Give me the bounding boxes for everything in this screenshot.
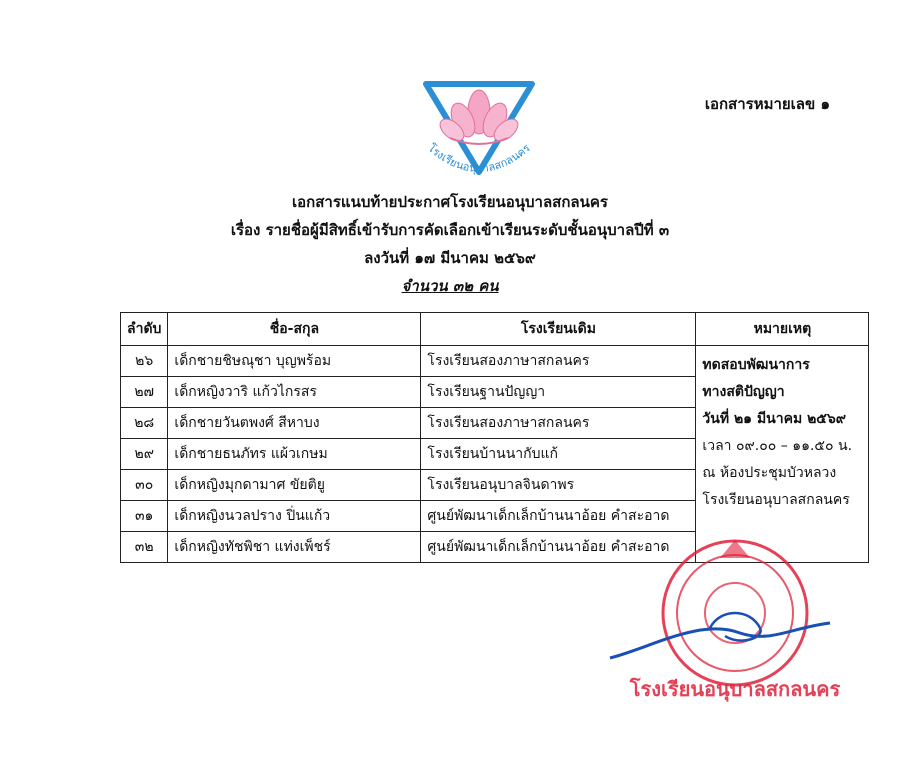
remark-line: เวลา ๐๙.๐๐ – ๑๑.๕๐ น.: [702, 438, 853, 454]
row-name: เด็กหญิงมุกดามาศ ขัยติยู: [168, 470, 421, 501]
row-num: ๒๖: [121, 346, 168, 377]
header-count: จำนวน ๓๒ คน: [401, 277, 499, 295]
document-number: เอกสารหมายเลข ๑: [704, 95, 830, 113]
remark-line: โรงเรียนอนุบาลสกลนคร: [702, 492, 850, 508]
remark-line: ณ ห้องประชุมบัวหลวง: [702, 465, 837, 481]
row-num: ๒๗: [121, 377, 168, 408]
row-name: เด็กหญิงทัชพิชา แท่งเพ็ชร์: [168, 532, 421, 563]
column-header-num: ลำดับ: [121, 313, 168, 346]
row-num: ๓๐: [121, 470, 168, 501]
row-school: ศูนย์พัฒนาเด็กเล็กบ้านนาอ้อย คำสะอาด: [421, 532, 696, 563]
row-school: โรงเรียนฐานปัญญา: [421, 377, 696, 408]
row-num: ๓๒: [121, 532, 168, 563]
column-header-school: โรงเรียนเดิม: [421, 313, 696, 346]
row-num: ๒๙: [121, 439, 168, 470]
lotus-triangle-logo-icon: [420, 76, 538, 184]
school-seal-stamp-icon: [590, 528, 850, 708]
logo-text: โรงเรียนอนุบาลสกลนคร: [425, 141, 533, 176]
row-num: ๒๘: [121, 408, 168, 439]
row-name: เด็กหญิงนวลปราง ปิ่นแก้ว: [168, 501, 421, 532]
table-header-row: [121, 313, 869, 346]
header-subject: เรื่อง รายชื่อผู้มีสิทธิ์เข้ารับการคัดเลือกเข้าเรียนระดับชั้นอนุบาลปีที่ ๓: [230, 221, 670, 239]
document-header: [0, 188, 900, 300]
row-school: ศูนย์พัฒนาเด็กเล็กบ้านนาอ้อย คำสะอาด: [421, 501, 696, 532]
seal-text: โรงเรียนอนุบาลสกลนคร: [629, 677, 841, 701]
row-name: เด็กชายชิษณุชา บุญพร้อม: [168, 346, 421, 377]
remark-line: ทางสติปัญญา: [702, 384, 785, 400]
row-school: โรงเรียนบ้านนากับแก้: [421, 439, 696, 470]
row-name: เด็กชายธนภัทร แผ้วเกษม: [168, 439, 421, 470]
table-row: [121, 346, 869, 377]
header-title: เอกสารแนบท้ายประกาศโรงเรียนอนุบาลสกลนคร: [292, 193, 608, 211]
signature-icon: [610, 623, 830, 658]
remark-line: วันที่ ๒๑ มีนาคม ๒๕๖๙: [702, 411, 847, 427]
remark-line: ทดสอบพัฒนาการ: [702, 357, 810, 373]
row-school: โรงเรียนอนุบาลจินดาพร: [421, 470, 696, 501]
svg-text:โรงเรียนอนุบาลสกลนคร: [425, 141, 532, 175]
row-name: เด็กหญิงวาริ แก้วไกรสร: [168, 377, 421, 408]
column-header-remark: หมายเหตุ: [696, 313, 869, 346]
column-header-name: ชื่อ-สกุล: [168, 313, 421, 346]
row-name: เด็กชายวันตพงศ์ สีหาบง: [168, 408, 421, 439]
roster-table: [120, 312, 869, 563]
row-school: โรงเรียนสองภาษาสกลนคร: [421, 346, 696, 377]
row-school: โรงเรียนสองภาษาสกลนคร: [421, 408, 696, 439]
header-date: ลงวันที่ ๑๗ มีนาคม ๒๕๖๙: [364, 249, 536, 267]
row-num: ๓๑: [121, 501, 168, 532]
